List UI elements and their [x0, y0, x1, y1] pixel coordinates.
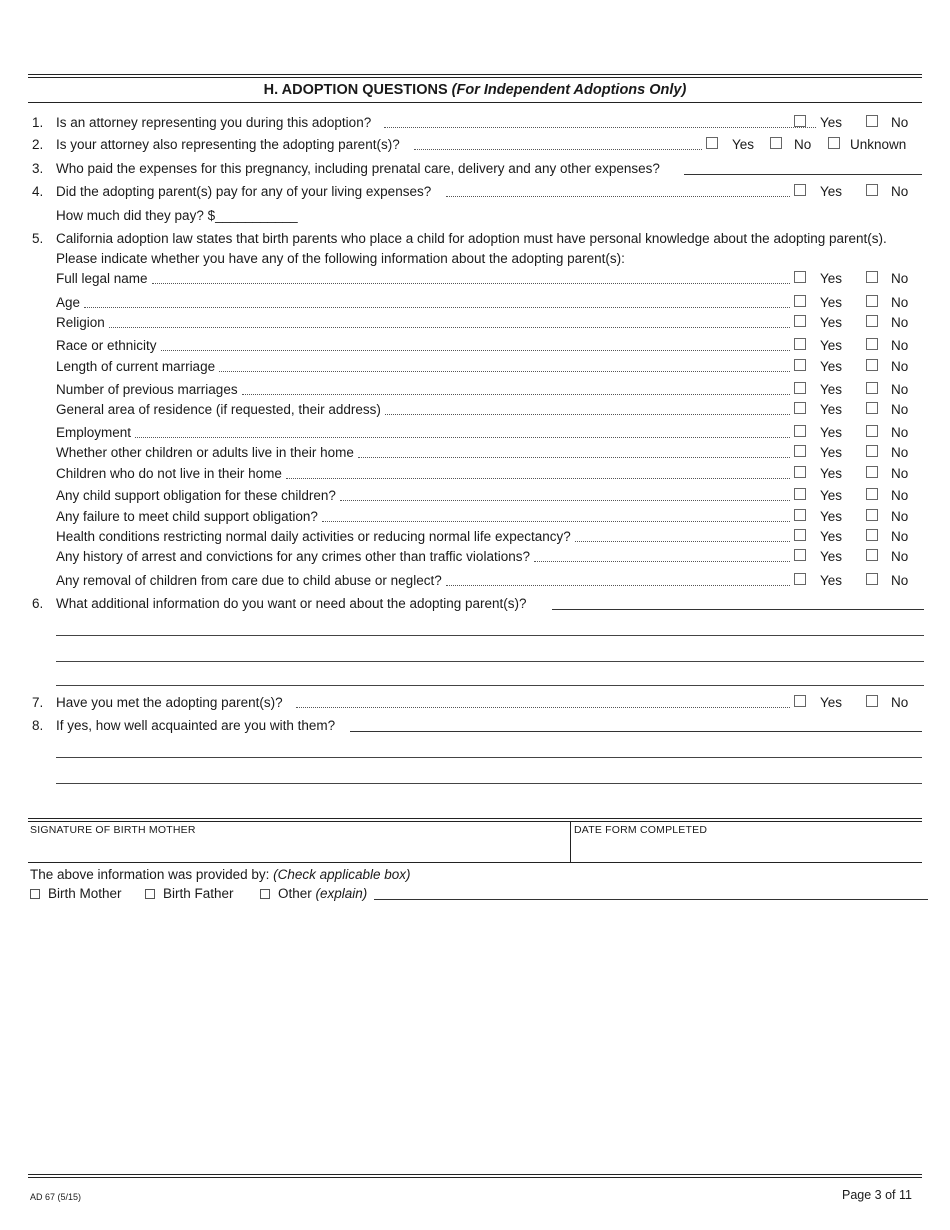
- yes-checkbox[interactable]: [794, 338, 806, 350]
- other-checkbox[interactable]: [260, 889, 270, 899]
- no-label: No: [891, 488, 909, 503]
- dot-leader: [575, 541, 790, 542]
- q5-item-label: General area of residence (if requested, their address): [56, 402, 381, 417]
- q5-item-label: Any child support obligation for these children?: [56, 488, 336, 503]
- yes-label: Yes: [820, 115, 843, 130]
- provided-by-label: The above information was provided by:: [30, 867, 270, 882]
- signature-bottom-rule: [28, 862, 922, 863]
- question-5: [28, 230, 928, 248]
- answer-line[interactable]: [56, 661, 924, 662]
- q5-item-label: Any failure to meet child support obligation?: [56, 509, 318, 524]
- no-checkbox[interactable]: [866, 573, 878, 585]
- no-checkbox[interactable]: [866, 359, 878, 371]
- section-subtitle: (For Independent Adoptions Only): [451, 82, 687, 98]
- yes-label: Yes: [820, 445, 843, 460]
- question-text: If yes, how well acquainted are you with them?: [56, 718, 336, 733]
- q5-item: [28, 465, 928, 483]
- q5-item-label: Employment: [56, 425, 132, 440]
- no-checkbox[interactable]: [866, 184, 878, 196]
- no-label: No: [891, 695, 909, 710]
- no-label: No: [891, 402, 909, 417]
- no-label: No: [891, 338, 909, 353]
- dot-leader: [152, 283, 790, 284]
- yes-label: Yes: [820, 184, 843, 199]
- dot-leader: [446, 196, 790, 197]
- no-label: No: [794, 137, 812, 152]
- q5-item: [28, 444, 928, 462]
- section-title: [28, 82, 922, 98]
- dot-leader: [384, 127, 816, 128]
- yes-label: Yes: [820, 295, 843, 310]
- signature-label: SIGNATURE OF BIRTH MOTHER: [30, 824, 196, 836]
- provided-by: [30, 866, 410, 884]
- question-number: 7.: [32, 695, 44, 710]
- q5-item: [28, 294, 928, 312]
- q5-item: [28, 401, 928, 419]
- yes-label: Yes: [820, 549, 843, 564]
- no-checkbox[interactable]: [866, 271, 878, 283]
- q5-item: [28, 508, 928, 526]
- yes-checkbox[interactable]: [794, 295, 806, 307]
- no-checkbox[interactable]: [866, 445, 878, 457]
- no-label: No: [891, 529, 909, 544]
- dot-leader: [385, 414, 790, 415]
- yes-label: Yes: [820, 425, 843, 440]
- question-text: California adoption law states that birth parents who place a child for adoption must have personal knowledge about the adopting parent(s).: [56, 231, 887, 246]
- dot-leader: [242, 394, 790, 395]
- q5-item-label: Full legal name: [56, 271, 148, 286]
- yes-checkbox[interactable]: [794, 573, 806, 585]
- question-1: [28, 114, 928, 132]
- no-label: No: [891, 359, 909, 374]
- answer-line[interactable]: [684, 174, 922, 175]
- yes-checkbox[interactable]: [794, 315, 806, 327]
- top-rule: [28, 74, 922, 75]
- other-text: Other: [278, 886, 312, 901]
- footer-rule-2: [28, 1177, 922, 1178]
- provided-by-options: [30, 885, 930, 903]
- signature-field[interactable]: [30, 836, 560, 860]
- unknown-label: Unknown: [850, 137, 907, 152]
- answer-line[interactable]: [56, 635, 924, 636]
- birth-father-checkbox[interactable]: [145, 889, 155, 899]
- q5-item: [28, 424, 928, 442]
- yes-checkbox[interactable]: [794, 466, 806, 478]
- other-label: [278, 885, 367, 903]
- question-6: [28, 595, 928, 613]
- dot-leader: [135, 437, 790, 438]
- yes-checkbox[interactable]: [794, 425, 806, 437]
- dot-leader: [109, 327, 790, 328]
- q5-item: [28, 337, 928, 355]
- question-text: Is your attorney also representing the adopting parent(s)?: [56, 137, 400, 152]
- q5-item: [28, 358, 928, 376]
- date-label: DATE FORM COMPLETED: [574, 824, 708, 836]
- no-label: No: [891, 466, 909, 481]
- yes-checkbox[interactable]: [794, 184, 806, 196]
- unknown-checkbox[interactable]: [828, 137, 840, 149]
- q5-item-label: Children who do not live in their home: [56, 466, 282, 481]
- no-label: No: [891, 573, 909, 588]
- q5-item: [28, 528, 928, 546]
- signature-rule-2: [28, 821, 922, 822]
- question-2: [28, 136, 928, 154]
- answer-line[interactable]: [56, 757, 922, 758]
- page-number: Page 3 of 11: [842, 1188, 912, 1202]
- question-number: 8.: [32, 718, 44, 733]
- dot-leader: [84, 307, 790, 308]
- dot-leader: [414, 149, 702, 150]
- no-checkbox[interactable]: [770, 137, 782, 149]
- yes-label: Yes: [820, 382, 843, 397]
- no-checkbox[interactable]: [866, 295, 878, 307]
- answer-line[interactable]: [56, 685, 924, 686]
- yes-label: Yes: [820, 509, 843, 524]
- question-number: 2.: [32, 137, 44, 152]
- q5-item: [28, 487, 928, 505]
- question-number: 4.: [32, 184, 44, 199]
- q5-item-label: Length of current marriage: [56, 359, 216, 374]
- footer-rule: [28, 1174, 922, 1175]
- yes-label: Yes: [820, 271, 843, 286]
- question-4: [28, 183, 928, 201]
- yes-checkbox[interactable]: [794, 445, 806, 457]
- q5-item-label: Religion: [56, 315, 105, 330]
- provided-by-hint: (Check applicable box): [273, 867, 411, 882]
- dot-leader: [534, 561, 790, 562]
- question-number: 3.: [32, 161, 44, 176]
- answer-line[interactable]: [350, 731, 922, 732]
- question-number: 1.: [32, 115, 44, 130]
- yes-label: Yes: [820, 359, 843, 374]
- answer-line[interactable]: [552, 609, 924, 610]
- yes-checkbox[interactable]: [794, 271, 806, 283]
- no-label: No: [891, 184, 909, 199]
- question-number: 6.: [32, 596, 44, 611]
- question-5-line2: [28, 250, 928, 268]
- q5-item-label: Health conditions restricting normal daily activities or reducing normal life expectancy?: [56, 529, 571, 544]
- other-explain-line[interactable]: [374, 899, 928, 900]
- question-text: Is an attorney representing you during this adoption?: [56, 115, 372, 130]
- yes-label: Yes: [820, 466, 843, 481]
- yes-checkbox[interactable]: [794, 488, 806, 500]
- birth-mother-checkbox[interactable]: [30, 889, 40, 899]
- q5-item: [28, 572, 928, 590]
- no-checkbox[interactable]: [866, 402, 878, 414]
- question-3: [28, 160, 928, 178]
- q5-item-label: Number of previous marriages: [56, 382, 238, 397]
- q5-item-label: Race or ethnicity: [56, 338, 157, 353]
- question-8: [28, 717, 928, 735]
- dot-leader: [161, 350, 790, 351]
- dot-leader: [358, 457, 790, 458]
- no-label: No: [891, 509, 909, 524]
- birth-mother-label: Birth Mother: [48, 886, 122, 901]
- no-checkbox[interactable]: [866, 338, 878, 350]
- yes-checkbox[interactable]: [794, 509, 806, 521]
- q5-item-label: Any removal of children from care due to child abuse or neglect?: [56, 573, 442, 588]
- no-checkbox[interactable]: [866, 488, 878, 500]
- no-checkbox[interactable]: [866, 509, 878, 521]
- answer-line[interactable]: [56, 783, 922, 784]
- no-label: No: [891, 382, 909, 397]
- no-label: No: [891, 271, 909, 286]
- top-rule-2: [28, 77, 922, 78]
- yes-checkbox[interactable]: [706, 137, 718, 149]
- no-checkbox[interactable]: [866, 425, 878, 437]
- question-text-2: Please indicate whether you have any of the following information about the adopting parent(s):: [56, 251, 625, 266]
- question-7: [28, 694, 928, 712]
- followup-text[interactable]: How much did they pay? $___________: [56, 208, 298, 223]
- signature-divider: [570, 822, 571, 862]
- dot-leader: [446, 585, 790, 586]
- signature-rule: [28, 818, 922, 819]
- form-id: AD 67 (5/15): [30, 1192, 82, 1202]
- yes-label: Yes: [820, 695, 843, 710]
- question-text: What additional information do you want or need about the adopting parent(s)?: [56, 596, 527, 611]
- yes-checkbox[interactable]: [794, 359, 806, 371]
- q5-item: [28, 314, 928, 332]
- no-label: No: [891, 425, 909, 440]
- dot-leader: [340, 500, 790, 501]
- question-4-followup: [28, 207, 928, 225]
- no-label: No: [891, 315, 909, 330]
- yes-label: Yes: [820, 338, 843, 353]
- question-text: Who paid the expenses for this pregnancy, including prenatal care, delivery and any other expenses?: [56, 161, 660, 176]
- no-checkbox[interactable]: [866, 695, 878, 707]
- yes-label: Yes: [732, 137, 755, 152]
- no-checkbox[interactable]: [866, 382, 878, 394]
- yes-checkbox[interactable]: [794, 695, 806, 707]
- no-checkbox[interactable]: [866, 549, 878, 561]
- q5-item: [28, 381, 928, 399]
- other-hint: (explain): [315, 886, 368, 901]
- section-title-text: H. ADOPTION QUESTIONS: [263, 82, 448, 98]
- yes-checkbox[interactable]: [794, 115, 806, 127]
- no-label: No: [891, 115, 909, 130]
- question-text: Have you met the adopting parent(s)?: [56, 695, 283, 710]
- q5-item: [28, 270, 928, 288]
- yes-checkbox[interactable]: [794, 382, 806, 394]
- yes-label: Yes: [820, 488, 843, 503]
- yes-checkbox[interactable]: [794, 402, 806, 414]
- q5-item: [28, 548, 928, 566]
- q5-item-label: Any history of arrest and convictions for any crimes other than traffic violations?: [56, 549, 530, 564]
- no-checkbox[interactable]: [866, 115, 878, 127]
- birth-father-label: Birth Father: [163, 886, 234, 901]
- yes-label: Yes: [820, 315, 843, 330]
- dot-leader: [286, 478, 790, 479]
- yes-checkbox[interactable]: [794, 549, 806, 561]
- yes-label: Yes: [820, 573, 843, 588]
- question-text: Did the adopting parent(s) pay for any of your living expenses?: [56, 184, 432, 199]
- question-number: 5.: [32, 231, 44, 246]
- dot-leader: [219, 371, 790, 372]
- no-checkbox[interactable]: [866, 529, 878, 541]
- dot-leader: [322, 521, 790, 522]
- no-label: No: [891, 295, 909, 310]
- yes-label: Yes: [820, 402, 843, 417]
- q5-item-label: Age: [56, 295, 81, 310]
- no-label: No: [891, 549, 909, 564]
- no-label: No: [891, 445, 909, 460]
- dot-leader: [296, 707, 790, 708]
- title-rule: [28, 102, 922, 103]
- q5-item-label: Whether other children or adults live in their home: [56, 445, 354, 460]
- yes-checkbox[interactable]: [794, 529, 806, 541]
- no-checkbox[interactable]: [866, 466, 878, 478]
- no-checkbox[interactable]: [866, 315, 878, 327]
- date-field[interactable]: [574, 836, 920, 860]
- yes-label: Yes: [820, 529, 843, 544]
